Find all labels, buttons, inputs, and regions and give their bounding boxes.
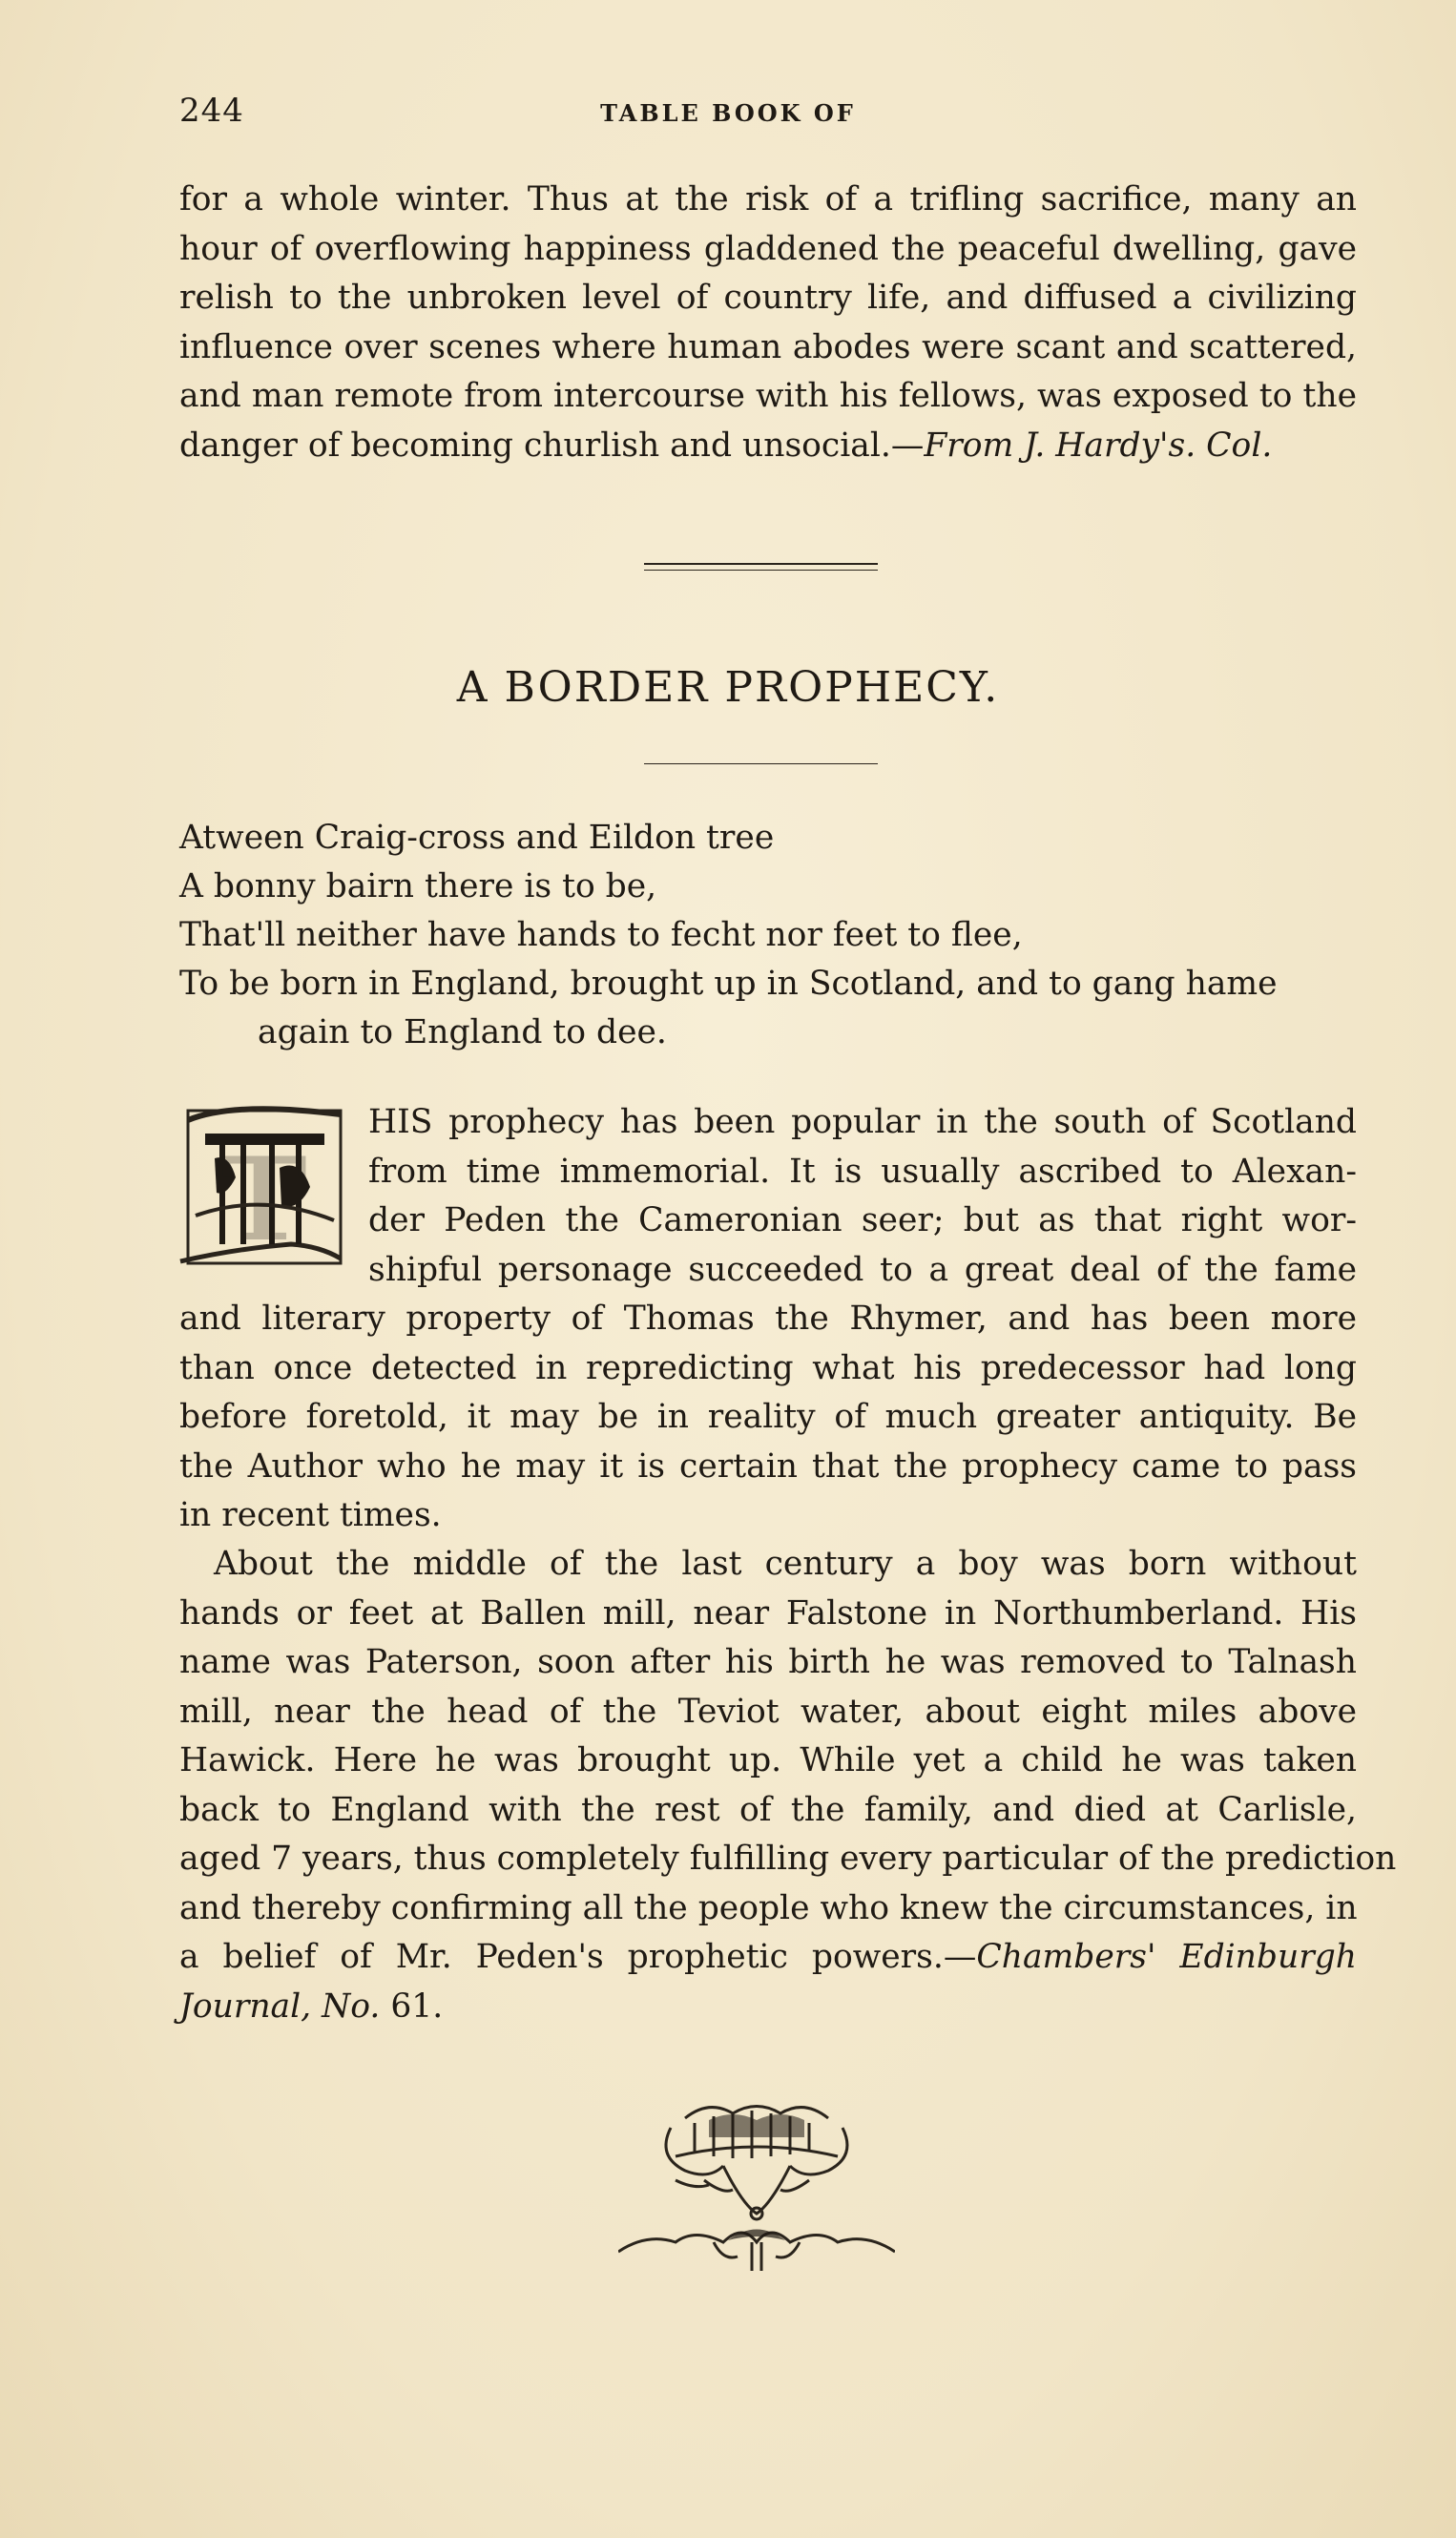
text-line: der Peden the Cameronian seer; but as that right wor-: [368, 1201, 1357, 1239]
text-line: and thereby confirming all the people who knew the circumstances, in: [179, 1888, 1358, 1927]
divider-rule-double: [644, 563, 878, 565]
text-fragment: a belief of Mr. Peden's prophetic powers.—: [179, 1938, 977, 1976]
text-line: and literary property of Thomas the Rhymer, and has been more: [179, 1300, 1357, 1338]
text-line: back to England with the rest of the family, and died at Carlisle,: [179, 1790, 1357, 1829]
text-line: [179, 1983, 1357, 2032]
verse-line: That'll neither have hands to fecht nor feet to flee,: [179, 916, 1023, 954]
paragraph-1: [179, 1295, 1357, 1541]
decorative-drop-cap: [177, 1101, 348, 1273]
text-line: hour of overflowing happiness gladdened the peaceful dwelling, gave: [179, 229, 1357, 268]
text-line: mill, near the head of the Teviot water, about eight miles above: [179, 1692, 1357, 1731]
text-line: for a whole winter. Thus at the risk of a trifling sacrifice, many an: [179, 180, 1357, 218]
page-header: [0, 92, 1456, 139]
divider-rule-double: [644, 570, 878, 571]
text-line: shipful personage succeeded to a great deal of the fame: [368, 1250, 1357, 1289]
verse-line: Atween Craig-cross and Eildon tree: [179, 819, 775, 857]
drop-cap-lines: [368, 1098, 1357, 1295]
text-line: in recent times.: [179, 1496, 442, 1534]
drop-cap-letter: T: [221, 1133, 307, 1267]
verse-line: To be born in England, brought up in Scotland, and to gang hame: [179, 965, 1278, 1003]
text-line: [179, 1933, 1357, 1983]
verse: [179, 814, 1357, 1057]
tailpiece-ornament-icon: [618, 2099, 895, 2280]
text-line: and man remote from intercourse with his fellows, was exposed to the: [179, 377, 1357, 415]
opening-paragraph: [179, 176, 1357, 470]
text-line: relish to the unbroken level of country life, and diffused a civilizing: [179, 279, 1357, 317]
text-line: influence over scenes where human abodes were scant and scattered,: [179, 327, 1357, 366]
text-line: before foretold, it may be in reality of much greater antiquity. Be: [179, 1398, 1357, 1436]
paragraph-2: [179, 1540, 1397, 2031]
text-line: HIS prophecy has been popular in the south of Scotland: [368, 1103, 1357, 1141]
section-title: A BORDER PROPHECY.: [456, 663, 1000, 712]
verse-line: A bonny bairn there is to be,: [179, 867, 657, 905]
text-line: from time immemorial. It is usually ascribed to Alexan-: [368, 1152, 1357, 1191]
text-line: the Author who he may it is certain that the prophecy came to pass: [179, 1446, 1357, 1486]
verse-line: again to England to dee.: [258, 1013, 667, 1051]
text-line: Hawick. Here he was brought up. While yet a child he was taken: [179, 1741, 1357, 1779]
text-line: than once detected in repredicting what his predecessor had long: [179, 1348, 1357, 1387]
text-line: About the middle of the last century a boy was born without: [214, 1545, 1357, 1583]
text-line: name was Paterson, soon after his birth he was removed to Talnash: [179, 1643, 1357, 1681]
text-fragment: danger of becoming churlish and unsocial.—: [179, 426, 925, 465]
text-line: hands or feet at Ballen mill, near Falstone in Northumberland. His: [179, 1593, 1357, 1633]
text-line: [179, 422, 1357, 471]
issue-number: 61.: [380, 1987, 444, 2026]
source-citation: Journal, No.: [179, 1987, 381, 2026]
divider-rule: [644, 763, 878, 764]
source-citation: Chambers' Edinburgh: [976, 1938, 1358, 1976]
source-citation: From J. Hardy's. Col.: [924, 426, 1273, 465]
running-head: TABLE BOOK OF: [600, 99, 856, 127]
text-line: aged 7 years, thus completely fulfilling every particular of the prediction: [179, 1840, 1397, 1878]
page-number: 244: [179, 92, 244, 130]
